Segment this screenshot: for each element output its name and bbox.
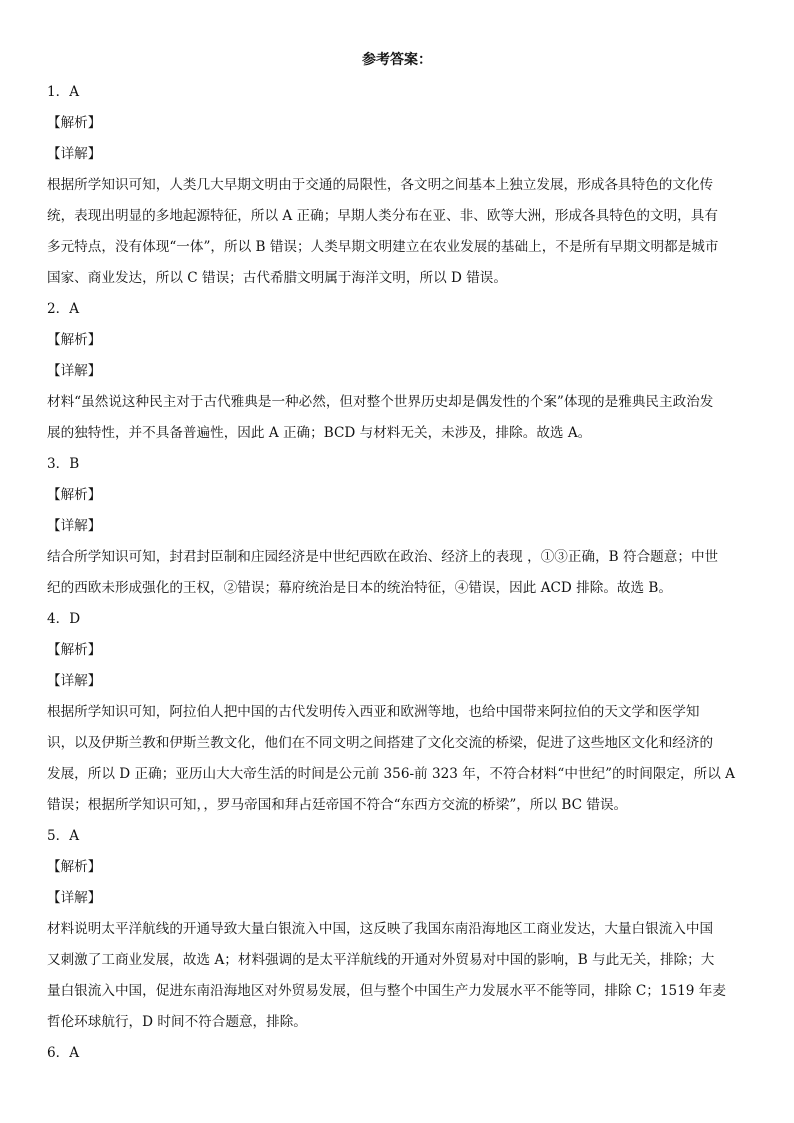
answer-list — [47, 77, 747, 1069]
answer-number: 2．A — [47, 301, 80, 317]
detail-line: 国家、商业发达，所以 C 错误；古代希腊文明属于海洋文明，所以 D 错误。 — [47, 270, 507, 286]
answer-number: 1．A — [47, 84, 80, 100]
detail-line: 哲伦环球航行，D 时间不符合题意，排除。 — [47, 1014, 307, 1030]
answer-item-1 — [47, 77, 747, 294]
detail-line: 错误；根据所学知识可知，，罗马帝国和拜占廷帝国不符合“东西方交流的桥梁”，所以 BC 错误。 — [47, 797, 628, 813]
detail-label: 【详解】 — [47, 363, 102, 379]
answer-number: 4．D — [47, 611, 81, 627]
detail-label: 【详解】 — [47, 673, 102, 689]
detail-line: 量白银流入中国，促进东南沿海地区对外贸易发展，但与整个中国生产力发展水平不能等同，排除 C；1519 年麦 — [47, 983, 726, 999]
detail-line: 展的独特性，并不具备普遍性，因此 A 正确；BCD 与材料无关，未涉及，排除。故选 A。 — [47, 425, 592, 441]
analysis-label: 【解析】 — [47, 115, 102, 131]
detail-line: 结合所学知识可知，封君封臣制和庄园经济是中世纪西欧在政治、经济上的表现 ，①③正确，B 符合题意；中世 — [47, 549, 719, 565]
answer-number: 5．A — [47, 828, 80, 844]
answer-item-2 — [47, 294, 747, 449]
answer-item-6 — [47, 1038, 747, 1069]
detail-line: 材料“虽然说这种民主对于古代雅典是一种必然，但对整个世界历史却是偶发性的个案”体现的是雅典民主政治发 — [47, 394, 714, 410]
analysis-label: 【解析】 — [47, 487, 102, 503]
page-title: 参考答案： — [362, 52, 432, 68]
answer-number: 3．B — [47, 456, 80, 472]
detail-label: 【详解】 — [47, 146, 102, 162]
answer-item-5 — [47, 821, 747, 1038]
detail-line: 多元特点，没有体现“一体”，所以 B 错误；人类早期文明建立在农业发展的基础上，不是所有早期文明都是城市 — [47, 239, 719, 255]
detail-line: 纪的西欧未形成强化的王权，②错误；幕府统治是日本的统治特征，④错误，因此 ACD 排除。故选 B。 — [47, 580, 673, 596]
detail-label: 【详解】 — [47, 890, 102, 906]
detail-line: 根据所学知识可知，阿拉伯人把中国的古代发明传入西亚和欧洲等地，也给中国带来阿拉伯的天文学和医学知 — [47, 704, 700, 720]
answer-number: 6．A — [47, 1045, 80, 1061]
detail-line: 根据所学知识可知，人类几大早期文明由于交通的局限性，各文明之间基本上独立发展，形成各具特色的文化传 — [47, 177, 714, 193]
answer-item-3 — [47, 449, 747, 604]
detail-line: 又刺激了工商业发展，故选 A；材料强调的是太平洋航线的开通对外贸易对中国的影响，B 与此无关，排除；大 — [47, 952, 715, 968]
analysis-label: 【解析】 — [47, 332, 102, 348]
detail-label: 【详解】 — [47, 518, 102, 534]
detail-line: 材料说明太平洋航线的开通导致大量白银流入中国，这反映了我国东南沿海地区工商业发达，大量白银流入中国 — [47, 921, 714, 937]
analysis-label: 【解析】 — [47, 642, 102, 658]
answer-item-4 — [47, 604, 747, 821]
analysis-label: 【解析】 — [47, 859, 102, 875]
detail-line: 识，以及伊斯兰教和伊斯兰教文化，他们在不同文明之间搭建了文化交流的桥梁，促进了这些地区文化和经济的 — [47, 735, 714, 751]
detail-line: 发展，所以 D 正确；亚历山大大帝生活的时间是公元前 356-前 323 年，不符合材料“中世纪”的时间限定，所以 A — [47, 766, 735, 782]
detail-line: 统，表现出明显的多地起源特征，所以 A 正确；早期人类分布在亚、非、欧等大洲，形成各具特色的文明，具有 — [47, 208, 718, 224]
